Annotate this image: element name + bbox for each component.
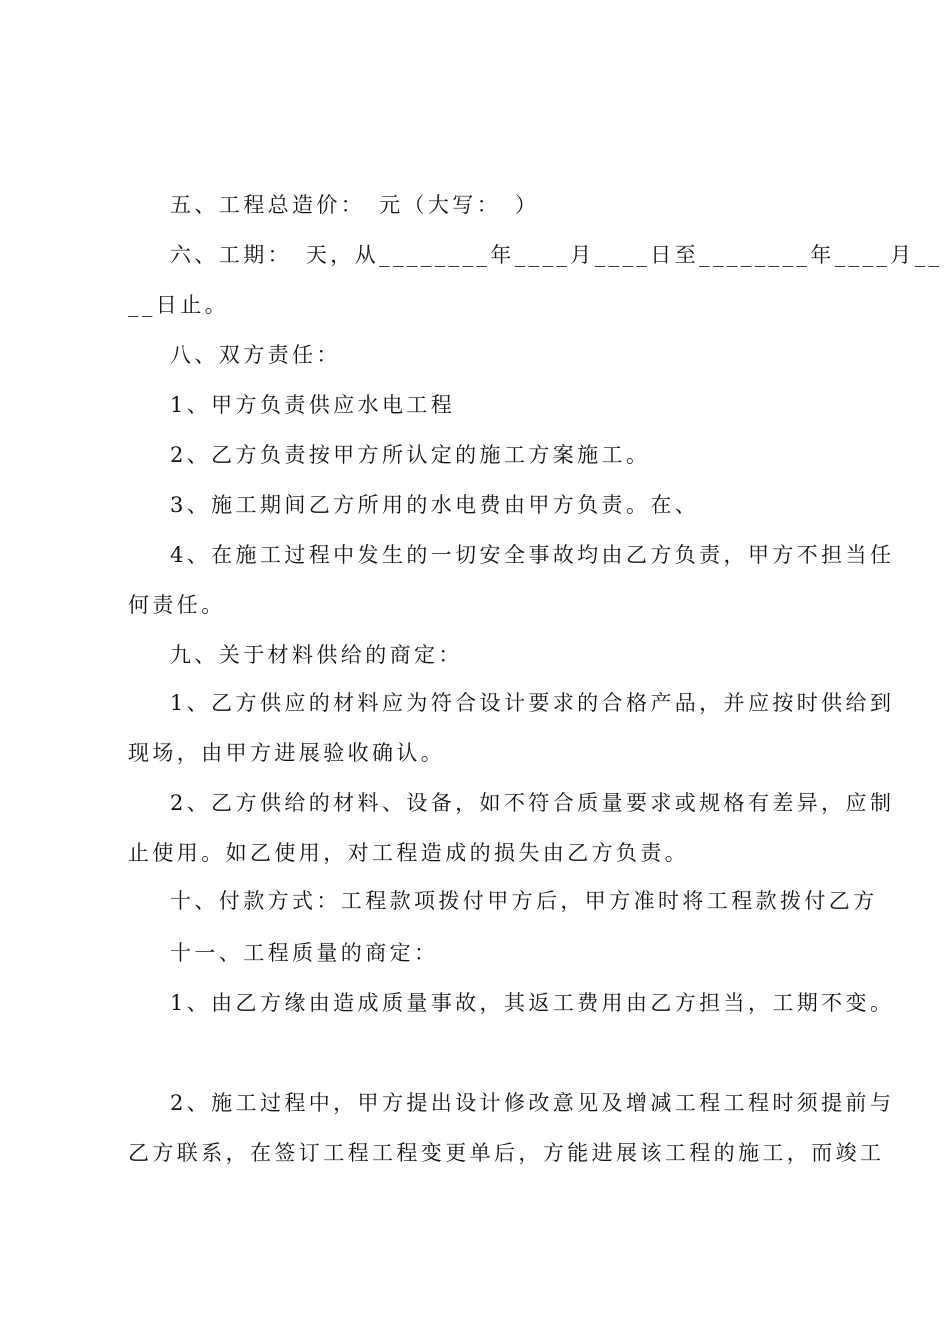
clause-8-item-2: 2、乙方负责按甲方所认定的施工方案施工。 [170, 443, 651, 467]
clause-9-item-1: 1、乙方供应的材料应为符合设计要求的合格产品，并应按时供给到 [170, 691, 895, 715]
clause-9-item-2: 2、乙方供给的材料、设备，如不符合质量要求或规格有差异，应制 [170, 791, 895, 815]
clause-9-item-2-cont: 止使用。如乙使用，对工程造成的损失由乙方负责。 [128, 841, 690, 865]
clause-8-item-4: 4、在施工过程中发生的一切安全事故均由乙方负责，甲方不担当任 [170, 543, 895, 567]
clause-8-heading: 八、双方责任： [170, 343, 341, 367]
clause-6-duration-cont: __日止。 [128, 293, 229, 317]
clause-5-total-price: 五、工程总造价： 元（大写： ） [170, 193, 540, 217]
clause-11-heading: 十一、工程质量的商定： [170, 941, 439, 965]
clause-11-item-2: 2、施工过程中，甲方提出设计修改意见及增减工程工程时须提前与 [170, 1091, 895, 1115]
clause-6-duration: 六、工期： 天，从________年____月____日至________年____月__ [170, 243, 943, 267]
clause-11-item-2-cont: 乙方联系，在签订工程工程变更单后，方能进展该工程的施工，而竣工 [128, 1141, 885, 1165]
clause-9-heading: 九、关于材料供给的商定： [170, 643, 463, 667]
clause-8-item-1: 1、甲方负责供应水电工程 [170, 393, 456, 417]
clause-10-payment: 十、付款方式：工程款项拨付甲方后，甲方准时将工程款拨付乙方 [170, 889, 878, 913]
clause-9-item-1-cont: 现场，由甲方进展验收确认。 [128, 741, 446, 765]
clause-8-item-3: 3、施工期间乙方所用的水电费由甲方负责。在、 [170, 493, 700, 517]
clause-8-item-4-cont: 何责任。 [128, 593, 226, 617]
clause-11-item-1: 1、由乙方缘由造成质量事故，其返工费用由乙方担当，工期不变。 [170, 991, 895, 1015]
